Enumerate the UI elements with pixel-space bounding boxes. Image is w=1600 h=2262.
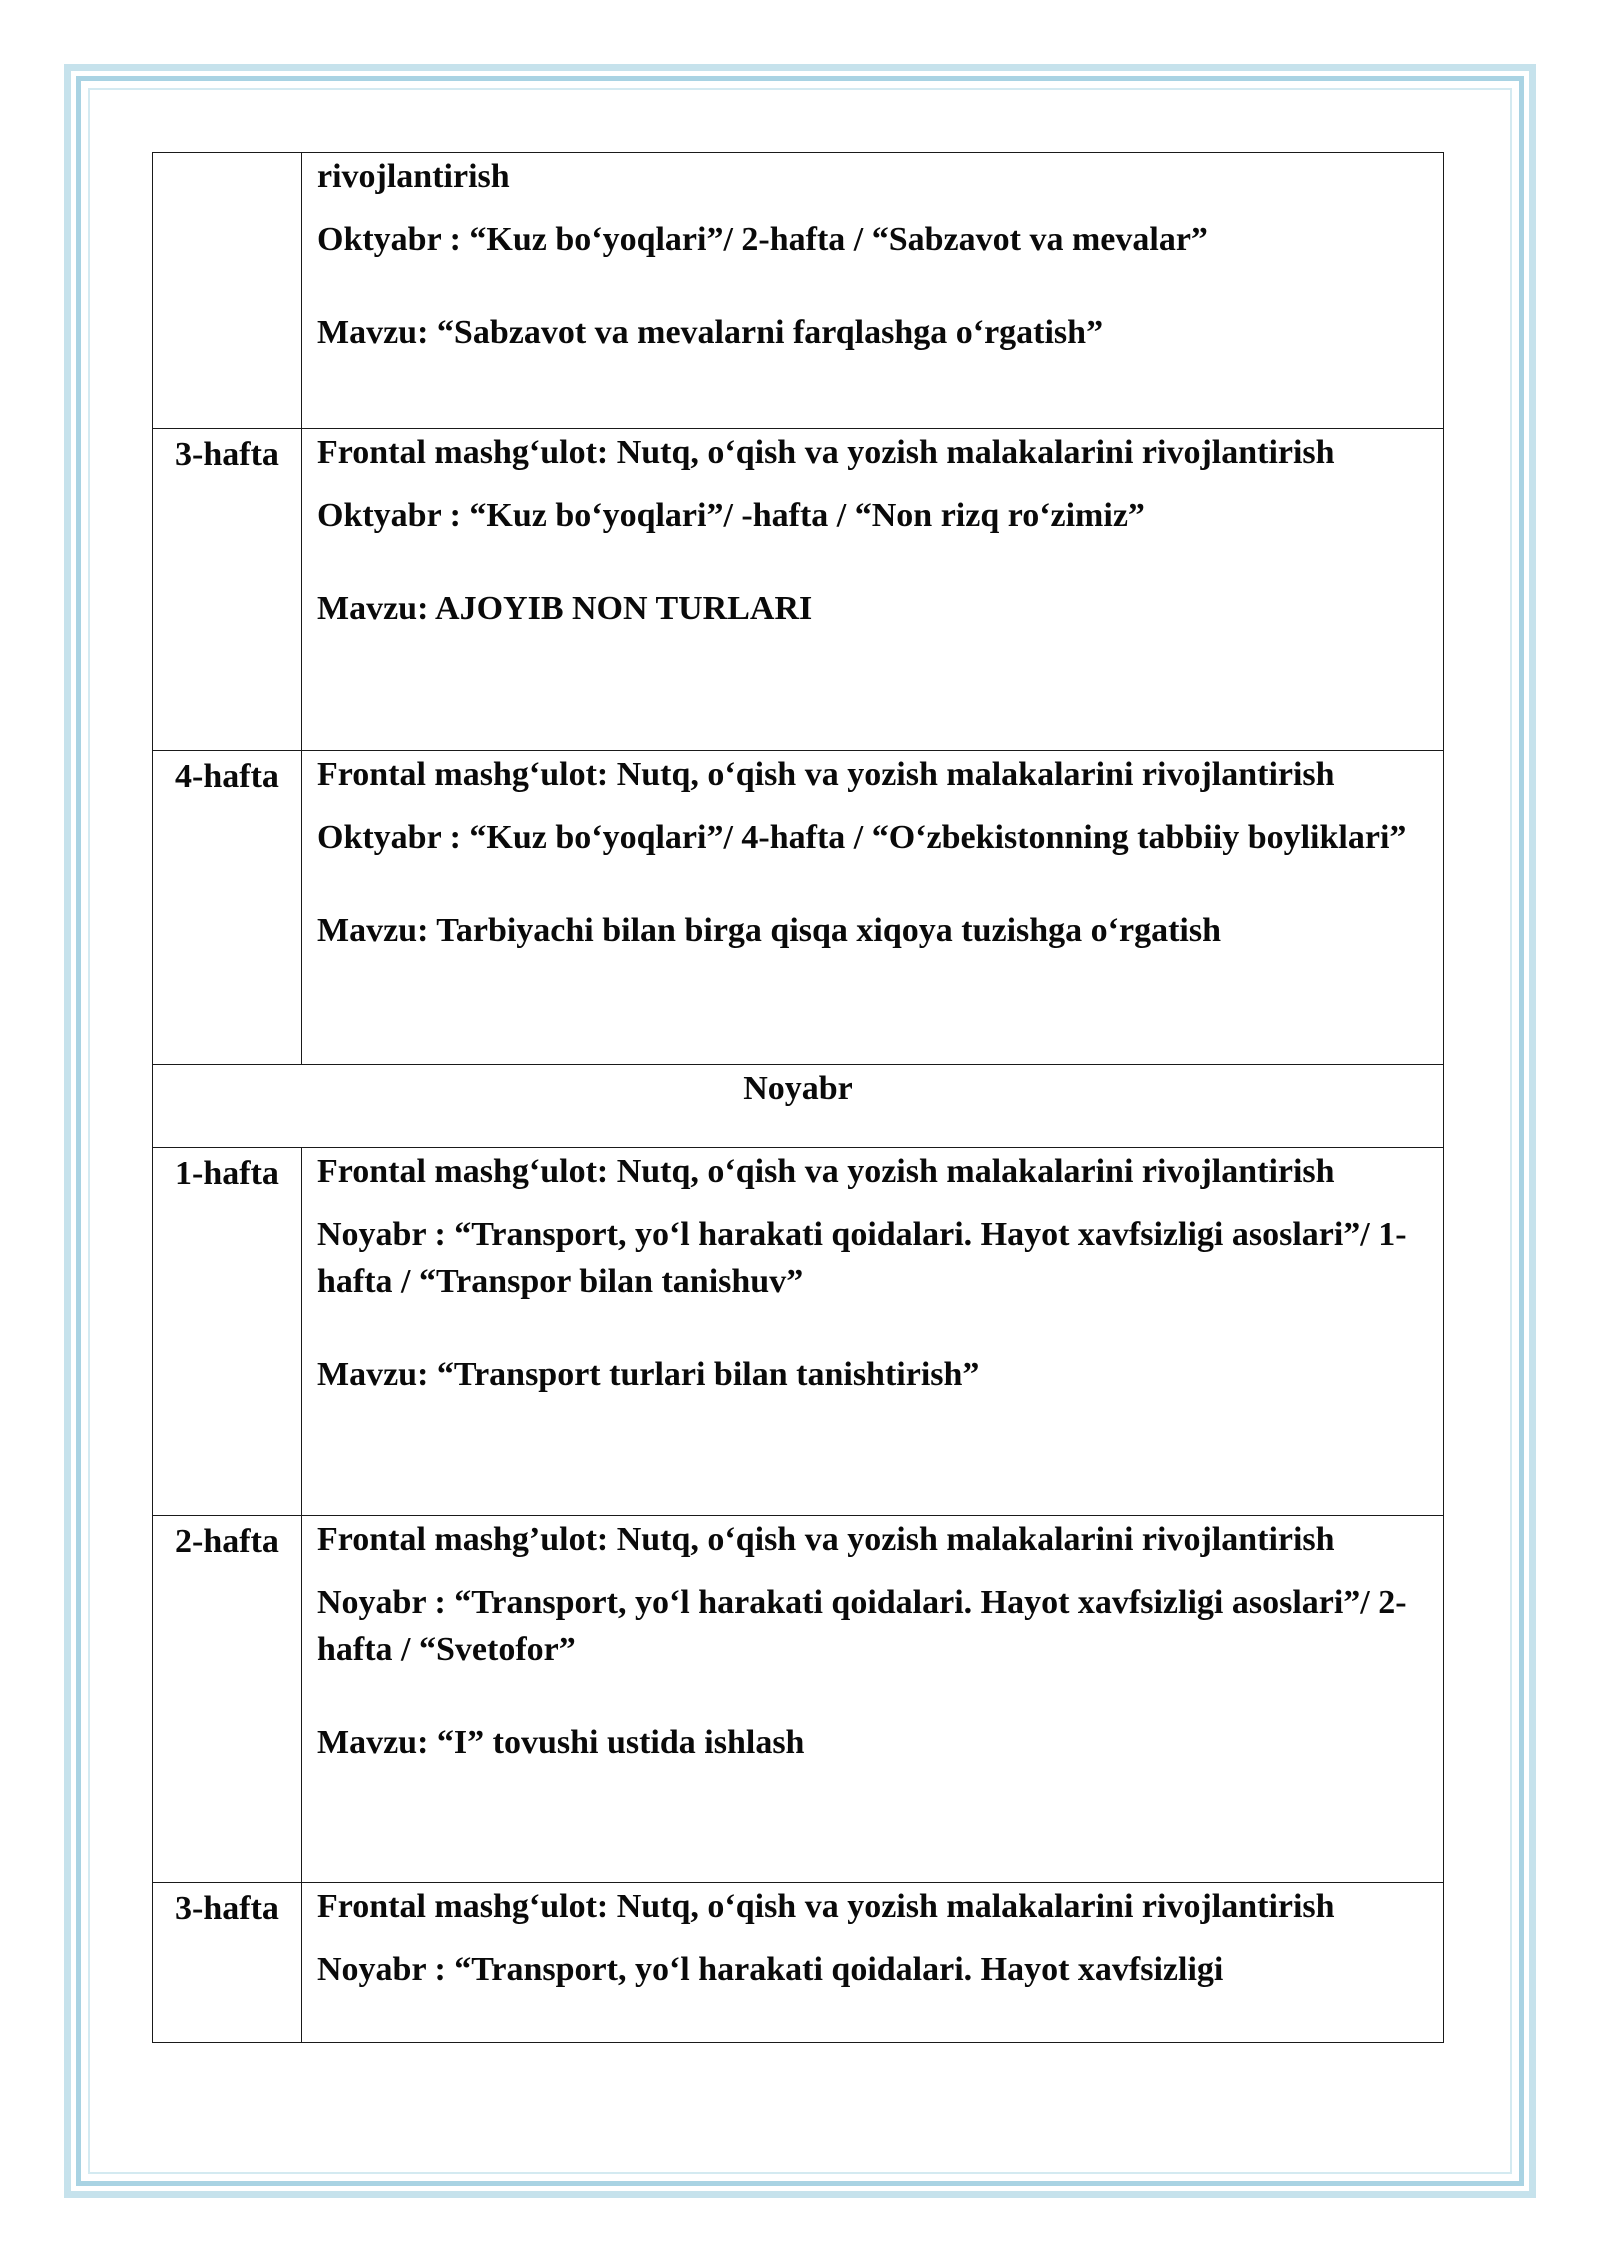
content-cell	[302, 751, 1444, 1065]
month-header-label: Noyabr	[743, 1070, 853, 1107]
week-cell	[153, 1516, 302, 1883]
month-theme-text: Noyabr : “Transport, yo‘l harakati qoidalari. Hayot xavfsizligi asoslari”/ 1-hafta / “Transpor bilan tanishuv”	[317, 1216, 1407, 1300]
topic-text: Mavzu: “Transport turlari bilan tanishtirish”	[317, 1356, 980, 1393]
frontal-lesson-text: Frontal mashg‘ulot: Nutq, o‘qish va yozish malakalarini rivojlantirish	[317, 1153, 1335, 1190]
week-cell	[153, 153, 302, 429]
topic-text: Mavzu: AJOYIB NON TURLARI	[317, 590, 813, 627]
table-row	[153, 1148, 1444, 1516]
frontal-lesson-text: Frontal mashg‘ulot: Nutq, o‘qish va yozish malakalarini rivojlantirish	[317, 434, 1335, 471]
month-header-cell	[153, 1065, 1444, 1148]
week-label: 3-hafta	[175, 1890, 279, 1927]
month-header-row	[153, 1065, 1444, 1148]
lesson-plan-table	[152, 152, 1444, 2043]
week-cell	[153, 1148, 302, 1516]
month-theme-text: Oktyabr : “Kuz bo‘yoqlari”/ 2-hafta / “Sabzavot va mevalar”	[317, 221, 1208, 258]
table-row	[153, 751, 1444, 1065]
month-theme-text: Noyabr : “Transport, yo‘l harakati qoidalari. Hayot xavfsizligi	[317, 1951, 1224, 1988]
topic-text: Mavzu: Tarbiyachi bilan birga qisqa xiqoya tuzishga o‘rgatish	[317, 912, 1221, 949]
topic-text: Mavzu: “Sabzavot va mevalarni farqlashga o‘rgatish”	[317, 314, 1104, 351]
frontal-lesson-text: rivojlantirish	[317, 158, 510, 195]
week-label: 3-hafta	[175, 436, 279, 473]
week-cell	[153, 1883, 302, 2043]
frontal-lesson-text: Frontal mashg’ulot: Nutq, o‘qish va yozish malakalarini rivojlantirish	[317, 1521, 1335, 1558]
week-label: 2-hafta	[175, 1523, 279, 1560]
topic-text: Mavzu: “I” tovushi ustida ishlash	[317, 1724, 805, 1761]
week-cell	[153, 751, 302, 1065]
month-theme-text: Noyabr : “Transport, yo‘l harakati qoidalari. Hayot xavfsizligi asoslari”/ 2-hafta / “Svetofor”	[317, 1584, 1407, 1668]
frontal-lesson-text: Frontal mashg‘ulot: Nutq, o‘qish va yozish malakalarini rivojlantirish	[317, 1888, 1335, 1925]
week-cell	[153, 429, 302, 751]
week-label: 1-hafta	[175, 1155, 279, 1192]
content-cell	[302, 1883, 1444, 2043]
table-row	[153, 1516, 1444, 1883]
content-cell	[302, 153, 1444, 429]
frontal-lesson-text: Frontal mashg‘ulot: Nutq, o‘qish va yozish malakalarini rivojlantirish	[317, 756, 1335, 793]
table-row	[153, 1883, 1444, 2043]
content-cell	[302, 429, 1444, 751]
content-cell	[302, 1516, 1444, 1883]
content-cell	[302, 1148, 1444, 1516]
week-label: 4-hafta	[175, 758, 279, 795]
month-theme-text: Oktyabr : “Kuz bo‘yoqlari”/ 4-hafta / “O‘zbekistonning tabbiiy boyliklari”	[317, 819, 1407, 856]
table-row	[153, 153, 1444, 429]
month-theme-text: Oktyabr : “Kuz bo‘yoqlari”/ -hafta / “Non rizq ro‘zimiz”	[317, 497, 1145, 534]
table-row	[153, 429, 1444, 751]
